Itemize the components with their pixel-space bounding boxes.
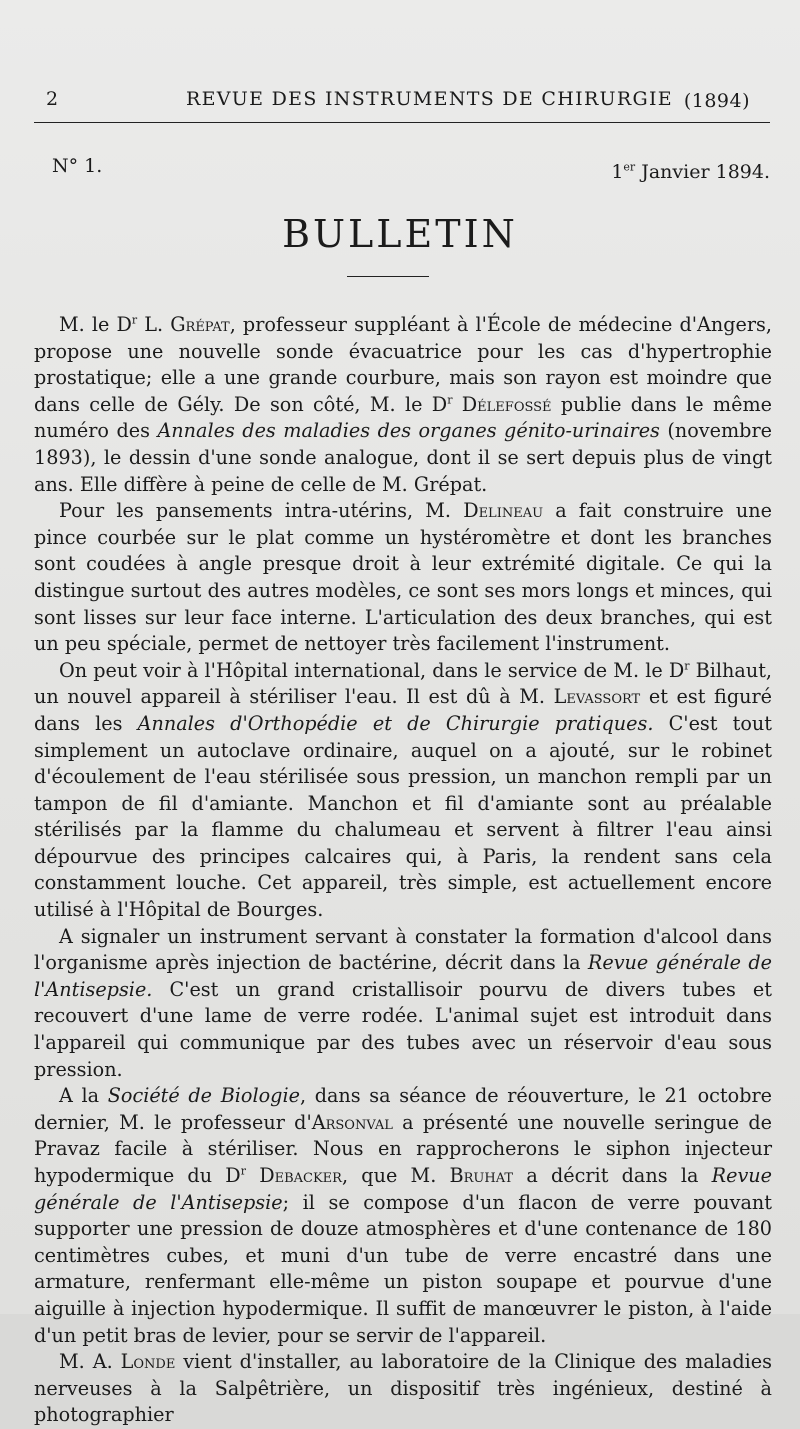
paragraph-2: Pour les pansements intra-utérins, M. Delineau a fait construire une pince courbée sur le plat comme un hystéromètre et dont les branches sont coudées à angle presque droit à leur extrémité digitale. Ce qui la distingue surtout des autres modèles, ce sont ses mors longs et minces, qui sont lisses sur leur face interne. L'articulation des deux branches, qui est un peu spéciale, permet de nettoyer très facilement l'instrument. [34,499,772,656]
issue-date [611,161,770,183]
author-name: Debacker [259,1164,342,1187]
title-rule [347,276,429,277]
paragraph-1: M. le $D^r$ L. Grépat, professeur suppléant à l'École de médecine d'Angers, propose une nouvelle sonde évacuatrice pour les cas d'hypertrophie prostatique; elle a une grande courbure, mais son rayon est moindre que dans celle de Gély. De son côté, M. le $D^r$ Délefossé publie dans le même numéro des Annales des maladies des organes génito-urinaires (novembre 1893), le dessin d'une sonde analogue, dont il se sert depuis plus de vingt ans. Elle diffère à peine de celle de M. Grépat. [34,313,773,496]
running-header [36,86,766,112]
author-name: Arsonval [311,1110,393,1134]
journal-title: Revue générale de l'Antisepsie. [34,951,772,1001]
page-number: 2 [46,88,60,110]
author-name: Londe [120,1350,176,1374]
journal-title: Annales d'Orthopédie et de Chirurgie pratiques. [137,711,654,735]
issue-number: N° 1. [52,155,103,177]
running-title: REVUE DES INSTRUMENTS DE CHIRURGIE [186,88,673,110]
author-name: Bruhat [449,1164,514,1187]
paragraph-5: A la Société de Biologie, dans sa séance de réouverture, le 21 octobre dernier, M. le professeur d'Arsonval a présenté une nouvelle seringue de Pravaz facile à stériliser. Nous en rapprocherons le siphon injecteur hypodermique du $D^r$ Debacker, que M. Bruhat a décrit dans la Revue générale de l'Antisepsie; il se compose d'un flacon de verre pouvant supporter une pression de douze atmosphères et d'une contenance de 180 centimètres cubes, et muni d'un tube de verre encastré dans une armature, renfermant elle-même un piston soupape et pourvue d'une aiguille à injection hypodermique. Il suffit de manœuvrer le piston, à l'aide d'un petit bras de levier, pour se servir de l'appareil. [34,1084,773,1347]
paragraph-4: A signaler un instrument servant à constater la formation d'alcool dans l'organisme après injection de bactérine, décrit dans la Revue générale de l'Antisepsie. C'est un grand cristallisoir pourvu de divers tubes et recouvert d'une lame de verre rodée. L'animal sujet est introduit dans l'appareil qui communique par des tubes avec un réservoir d'eau sous pression. [34,924,772,1081]
author-name: Delineau [463,499,544,523]
date-sup: er [623,160,636,174]
section-title: BULLETIN [282,212,518,256]
date-rest: Janvier 1894. [635,161,770,183]
journal-title: Annales des maladies des organes génito-urinaires [157,419,660,443]
header-year: (1894) [683,90,750,112]
article-body [34,312,772,1429]
paragraph-3: On peut voir à l'Hôpital international, dans le service de M. le $D^r$ Bilhaut, un nouvel appareil à stériliser l'eau. Il est dû à M. Levassort et est figuré dans les Annales d'Orthopédie et de Chirurgie pratiques. C'est tout simplement un autoclave ordinaire, auquel on a ajouté, sur le robinet d'écoulement de l'eau stérilisée sous pression, un manchon rempli par un tampon de fil d'amiante. Manchon et fil d'amiante sont au préalable stérilisés par la flamme du chalumeau et servent à filtrer l'eau ainsi dépourvue des principes calcaires qui, à Paris, la rendent sans cela constamment louche. Cet appareil, très simple, est actuellement encore utilisé à l'Hôpital de Bourges. [34,658,773,922]
society-name: Société de Biologie [107,1084,300,1108]
paragraph-6: M. A. Londe vient d'installer, au laboratoire de la Clinique des maladies nerveuses à la Salpêtrière, un dispositif très ingénieux, destiné à photographier [34,1350,772,1427]
author-name: Délefossé [461,392,552,416]
author-name: Levassort [553,685,641,709]
date-day: 1 [611,161,624,183]
journal-title: Revue générale de l'Antisepsie [34,1164,773,1214]
header-rule [34,122,770,123]
author-name: Grépat [170,313,230,336]
